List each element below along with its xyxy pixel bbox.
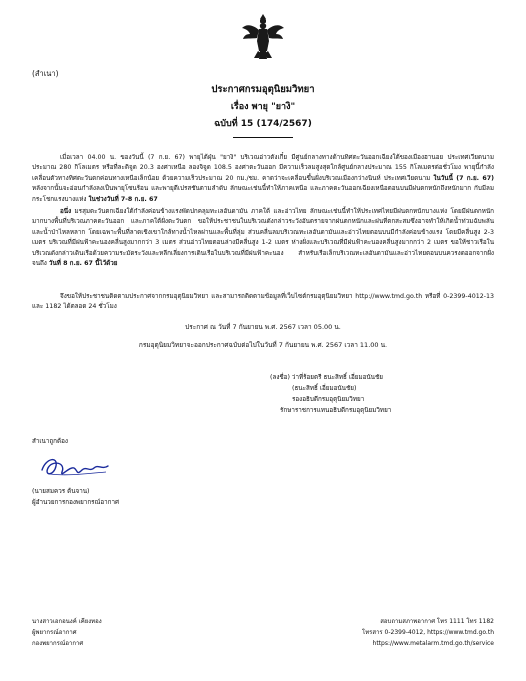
title-divider	[233, 137, 293, 138]
footer-left-line1: นางสาวเอกอนงค์ เคียงทอง	[32, 618, 102, 625]
next-issue-notice: กรมอุตุนิยมวิทยาจะออกประกาศฉบับต่อไปในวันที่ 7 กันยายน พ.ศ. 2567 เวลา 11.00 น.	[138, 341, 388, 349]
footer-service-link: https://www.metalarm.tmd.go.th/service	[372, 640, 494, 647]
certified-copy-label: สำเนาถูกต้อง	[32, 438, 68, 445]
footer-hotline: สอบถามสภาพอากาศ โทร 1111 โทร 1182	[380, 618, 494, 625]
signed-by-line: (ลงชื่อ) ว่าที่ร้อยตรี ธนะสิทธิ์ เอี่ยมอนันชัย	[270, 374, 383, 381]
footer-left-line3: กองพยากรณ์อากาศ	[32, 640, 84, 647]
handwritten-signature	[36, 450, 116, 484]
p1-text-d: ในช่วงวันที่ 7-8 ก.ย. 67	[88, 195, 158, 203]
paragraph-follow-info	[32, 292, 494, 313]
page-title: ประกาศกรมอุตุนิยมวิทยา	[211, 84, 315, 95]
p3-text: จึงขอให้ประชาชนติดตามประกาศจากกรมอุตุนิยมวิทยา และสามารถติดตามข้อมูลที่เว็บไซต์กรมอุตุนิยมวิทยา http://www.tmd.go.th หรือที่ 0-2399-4012-13 และ 1182 ได้ตลอด 24 ชั่วโมง	[32, 293, 494, 311]
p1-text-b: ในวันนี้ (7 ก.ย. 67)	[433, 174, 494, 182]
issued-datetime: ประกาศ ณ วันที่ 7 กันยายน พ.ศ. 2567 เวลา 05.00 น.	[185, 323, 341, 331]
certifier-block	[32, 487, 119, 508]
issue-number: ฉบับที่ 15 (174/2567)	[214, 119, 312, 129]
signature-block	[270, 372, 450, 416]
certifier-position: ผู้อำนวยการกองพยากรณ์อากาศ	[32, 498, 120, 506]
p1-text-a: เมื่อเวลา 04.00 น. ของวันนี้ (7 ก.ย. 67) พายุไต้ฝุ่น "ยางิ" บริเวณอ่าวตังเกี๋ย มีศูนย์กลางทางด้านทิศตะวันออกเฉียงใต้ของเมืองฮานอย ประเทศเวียดนาม ประมาณ 280 กิโลเมตร หรือที่ละติจูด 20.3 องศาเหนือ ลองจิจูด 108.5 องศาตะวันออก มีความเร็วลมสูงสุดใกล้ศูนย์กลางประมาณ 155 กิโลเมตรต่อชั่วโมง พายุนี้กำลังเคลื่อนตัวทางทิศตะวันตกค่อนทางเหนือเล็กน้อย ด้วยความเร็วประมาณ 20 กม./ชม. คาดว่าจะเคลื่อนขึ้นฝั่งบริเวณเมืองกว่างนินห์ ประเทศเวียดนาม	[32, 154, 494, 182]
footer-forecaster	[32, 616, 102, 649]
paragraph-storm-position	[32, 153, 494, 205]
signer-title: รองอธิบดีกรมอุตุนิยมวิทยา	[292, 396, 365, 403]
paragraph-monsoon	[32, 207, 494, 269]
signer-acting-title: รักษาราชการแทนอธิบดีกรมอุตุนิยมวิทยา	[280, 407, 392, 414]
p2-text-c: วันที่ 8 ก.ย. 67 นี้ไว้ด้วย	[48, 260, 118, 268]
footer-fax-website: โทรสาร 0-2399-4012, https://www.tmd.go.th	[362, 629, 494, 636]
certifier-name: (นายสมควร ต้นจาน)	[32, 488, 90, 495]
garuda-emblem-icon	[240, 12, 286, 62]
p2-text-a: อนึ่ง	[60, 208, 72, 215]
copy-mark: (สำเนา)	[32, 69, 59, 78]
footer-left-line2: ผู้พยากรณ์อากาศ	[32, 629, 77, 636]
signer-name: (ธนะสิทธิ์ เอี่ยมอนันชัย)	[292, 385, 357, 392]
announcement-subject: เรื่อง พายุ "ยางิ"	[230, 102, 296, 112]
p2-text-b: มรสุมตะวันตกเฉียงใต้กำลังค่อนข้างแรงพัดปกคลุมทะเลอันดามัน ภาคใต้ และอ่าวไทย ลักษณะเช่นนี้ทำให้ประเทศไทยมีฝนตกหนักบางแห่ง โดยมีฝนตกหนักมากบางพื้นที่บริเวณภาคตะวันออก และภาคใต้ฝั่งตะวันตก ขอให้ประชาชนในบริเวณดังกล่าวระวังอันตรายจากฝนตกหนักและฝนที่ตกสะสมซึ่งอาจทำให้เกิดน้ำท่วมฉับพลันและน้ำป่าไหลหลาก โดยเฉพาะพื้นที่ลาดเชิงเขาใกล้ทางน้ำไหลผ่านและพื้นที่ลุ่ม ส่วนคลื่นลมบริเวณทะเลอันดามันและอ่าวไทยตอนบนมีกำลังค่อนข้างแรง โดยมีคลื่นสูง 2-3 เมตร บริเวณที่มีฝนฟ้าคะนองคลื่นสูงมากกว่า 3 เมตร ส่วนอ่าวไทยตอนล่างมีคลื่นสูง 1-2 เมตร ห่างฝั่งและบริเวณที่มีฝนฟ้าคะนองคลื่นสูงมากกว่า 2 เมตร ขอให้ชาวเรือในบริเวณดังกล่าวเดินเรือด้วยความระมัดระวังและหลีกเลี่ยงการเดินเรือในบริเวณที่มีฝนฟ้าคะนอง สำหรับเรือเล็กบริเวณทะเลอันดามันและอ่าวไทยตอนบนควรงดออกจากฝั่งจนถึง	[32, 208, 494, 268]
footer-contacts	[300, 616, 494, 649]
p1-text-c: หลังจากนั้นจะอ่อนกำลังลงเป็นพายุโซนร้อน และพายุดีเปรสชันตามลำดับ ลักษณะเช่นนี้ทำให้ภาคเหนือ และภาคตะวันออกเฉียงเหนือตอนบนมีฝนตกหนักถึงหนักมาก กับมีลมกระโชกแรงบางแห่ง	[32, 185, 494, 203]
